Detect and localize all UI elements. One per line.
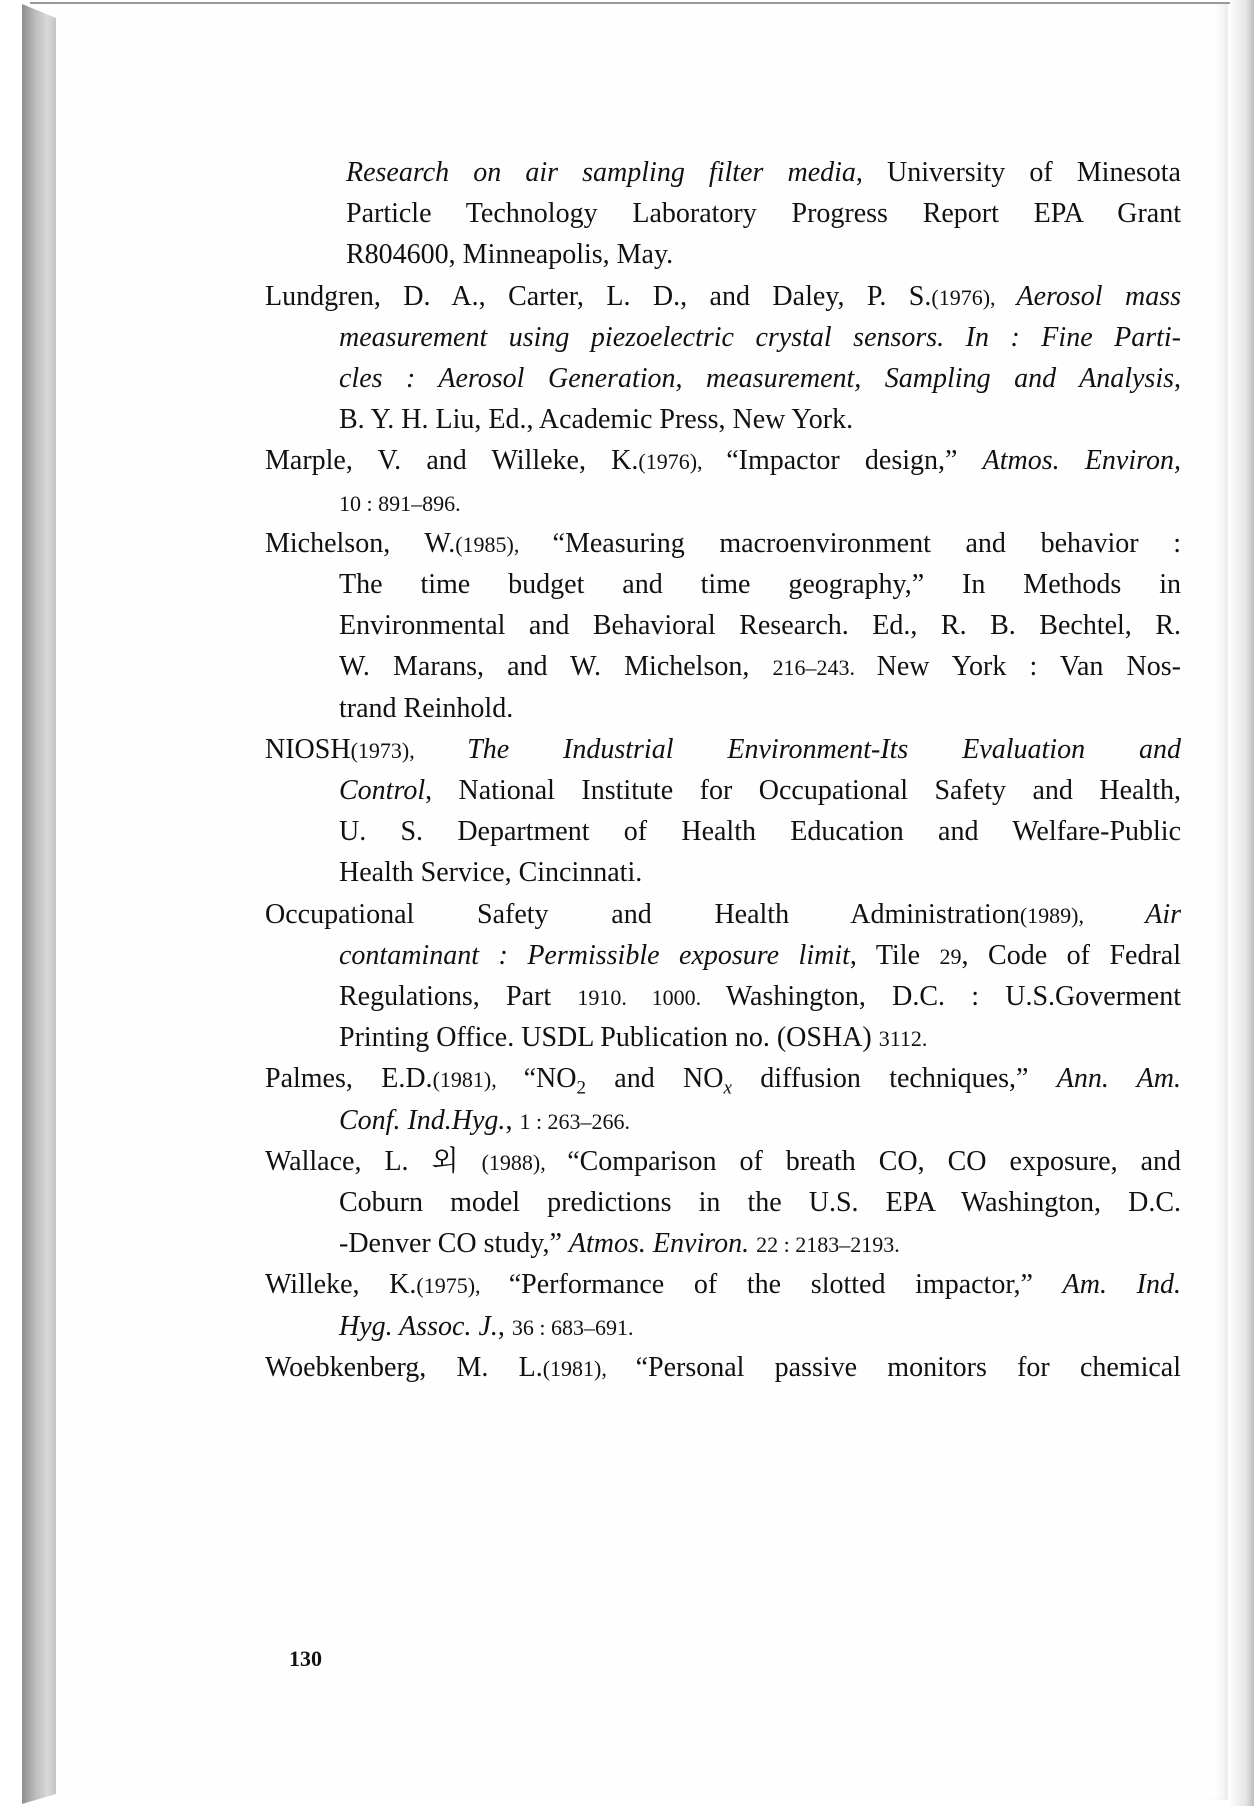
text-segment: and NO	[585, 1063, 724, 1095]
italic-text: Atmos. Environ.	[568, 1228, 750, 1260]
text-segment: Printing Office. USDL Publication no. (OSHA)	[339, 1022, 879, 1054]
text-segment: Lundgren, D. A., Carter, L. D., and Daley, P. S.	[265, 280, 932, 312]
italic-text: measurement using piezoelectric crystal sensors. In : Fine Parti-	[339, 321, 1181, 353]
text-segment: Health Service, Cincinnati.	[339, 857, 643, 889]
text-segment: (1989),	[1019, 902, 1146, 928]
page-right-shadow	[1228, 0, 1254, 1806]
text-segment: (1981),	[432, 1067, 524, 1093]
text-segment: Environmental and Behavioral Research. Ed., R. B. Bechtel, R.	[339, 610, 1181, 642]
text-segment: 10 : 891–896.	[339, 490, 461, 516]
text-segment: Marple, V. and Willeke, K.	[265, 445, 639, 477]
italic-text: cles : Aerosol Generation, measurement, Sampling and Analysis	[339, 363, 1174, 394]
text-segment: Washington, D.C. : U.S.Goverment	[725, 981, 1182, 1012]
italic-text: Air	[1145, 898, 1181, 930]
text-segment: 29	[939, 943, 962, 969]
text-segment: “NO	[523, 1063, 577, 1095]
text-segment: B. Y. H. Liu, Ed., Academic Press, New York.	[339, 404, 854, 436]
text-segment: 3112.	[878, 1026, 928, 1052]
text-segment: NIOSH	[265, 733, 351, 765]
italic-text: Ann. Am.	[1056, 1063, 1181, 1095]
text-segment: “Performance of the slotted impactor,”	[508, 1269, 1063, 1301]
text-segment: Coburn model predictions in the U.S. EPA Washington, D.C.	[339, 1187, 1181, 1218]
text-segment: , National Institute for Occupational Safety and Health,	[425, 775, 1181, 806]
text-segment: New York : Van Nos-	[876, 651, 1181, 683]
text-segment: Occupational Safety and Health Administration	[265, 898, 1020, 930]
text-segment: 36 : 683–691.	[511, 1314, 634, 1340]
book-spine-edge	[22, 4, 56, 1804]
italic-text: contaminant : Permissible exposure limit	[339, 939, 850, 971]
page-number: 130	[289, 1646, 322, 1671]
italic-text: Conf. Ind.Hyg.	[339, 1104, 506, 1136]
text-segment: , Code of Fedral	[961, 939, 1181, 971]
italic-text: x	[723, 1077, 732, 1099]
text-segment: , Tile	[849, 939, 940, 971]
italic-text: Hyg. Assoc. J.	[339, 1310, 498, 1342]
text-segment: Particle Technology Laboratory Progress Report EPA Grant	[346, 198, 1181, 230]
text-segment: Palmes, E.D.	[265, 1063, 433, 1095]
text-segment: The time budget and time geography,” In Methods in	[339, 569, 1181, 600]
italic-text: Atmos. Environ,	[982, 445, 1181, 477]
text-segment: 1910. 1000.	[577, 985, 726, 1010]
reference-list	[56, 4, 1228, 1800]
text-segment: -Denver CO study,”	[339, 1228, 569, 1260]
italic-text: Am. Ind.	[1062, 1269, 1181, 1301]
text-segment: U. S. Department of Health Education and Welfare-Public	[339, 816, 1181, 848]
text-segment: Michelson, W.	[265, 527, 456, 559]
text-segment: (1976),	[638, 449, 727, 475]
text-segment: 22 : 2183–2193.	[756, 1232, 900, 1258]
text-segment: W. Marans, and W. Michelson,	[339, 651, 773, 683]
text-segment: (1975),	[416, 1273, 509, 1299]
text-segment: 1 : 263–266.	[519, 1108, 631, 1134]
text-segment: (1976),	[931, 284, 1017, 310]
text-segment: ,	[1174, 363, 1181, 394]
text-segment: ,	[497, 1310, 512, 1342]
text-segment: trand Reinhold.	[339, 692, 514, 724]
italic-text: Control	[339, 775, 426, 806]
text-segment: Regulations, Part	[339, 981, 578, 1012]
text-segment: 2	[576, 1077, 586, 1099]
text-segment: 216–243.	[772, 655, 877, 681]
text-segment: R804600, Minneapolis, May.	[346, 239, 674, 271]
text-segment: , University of Minesota	[855, 157, 1181, 188]
text-segment: (1973),	[350, 737, 468, 763]
text-segment: (1985),	[455, 531, 553, 557]
italic-text: The Industrial Environment-Its Evaluation and	[467, 733, 1181, 765]
reference-line	[265, 1344, 1181, 1393]
text-segment: “Comparison of breath CO, CO exposure, and	[567, 1145, 1181, 1177]
text-segment: (1981),	[542, 1355, 636, 1381]
text-segment: Woebkenberg, M. L.	[265, 1351, 543, 1383]
page-sheet	[56, 4, 1228, 1800]
italic-text: Aerosol mass	[1016, 280, 1182, 312]
italic-text: Research on air sampling filter media	[346, 157, 856, 188]
text-segment: “Measuring macroenvironment and behavior :	[552, 527, 1181, 559]
text-segment: diffusion techniques,”	[731, 1063, 1057, 1095]
text-segment: “Personal passive monitors for chemical	[635, 1351, 1181, 1383]
text-segment: “Impactor design,”	[726, 445, 983, 477]
text-segment: Wallace, L. 외	[265, 1145, 482, 1177]
text-segment: ,	[505, 1104, 520, 1136]
text-segment: Willeke, K.	[265, 1269, 417, 1301]
text-segment: (1988),	[481, 1149, 568, 1175]
